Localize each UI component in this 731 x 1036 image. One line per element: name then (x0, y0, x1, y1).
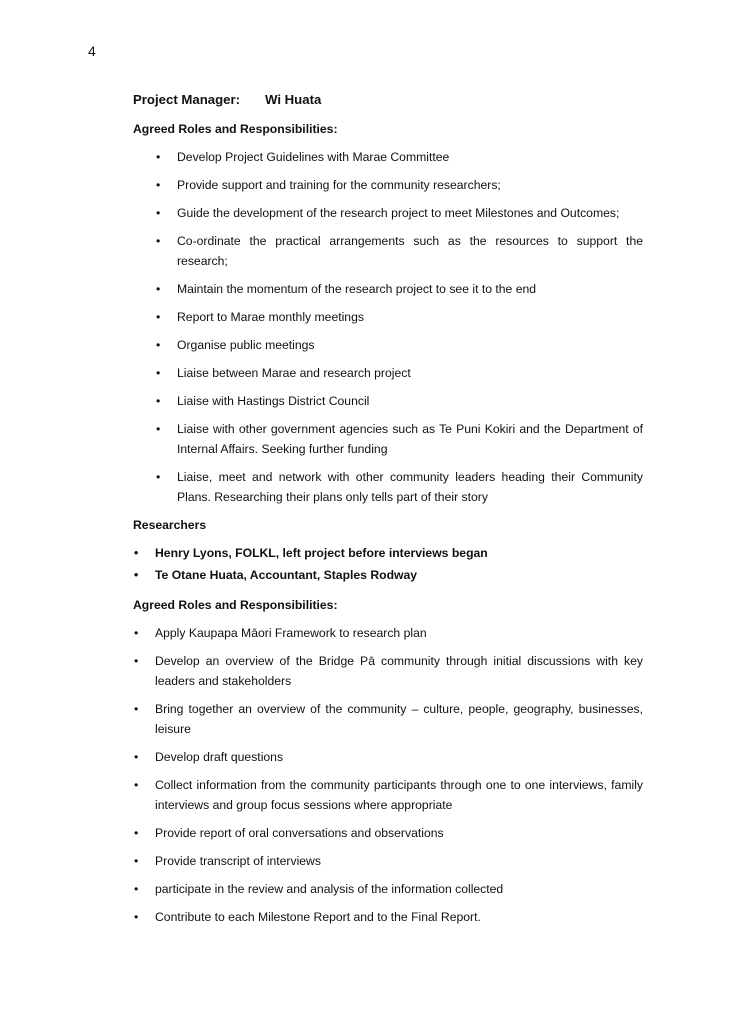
list-item: • Contribute to each Milestone Report and to the Final Report. (155, 907, 643, 927)
researchers-list (133, 543, 643, 585)
list-item: • Apply Kaupapa Māori Framework to research plan (155, 623, 643, 643)
list-item: • Develop an overview of the Bridge Pā community through initial discussions with key leaders and stakeholders (155, 651, 643, 691)
list-item: • Henry Lyons, FOLKL, left project before interviews began (155, 543, 643, 563)
list-item: • Provide report of oral conversations and observations (155, 823, 643, 843)
document-body (133, 90, 643, 935)
project-manager-label: Project Manager: (133, 92, 240, 107)
researcher-roles-list (133, 623, 643, 927)
list-item: • Bring together an overview of the community – culture, people, geography, businesses, leisure (155, 699, 643, 739)
list-item: • Provide support and training for the community researchers; (177, 175, 643, 195)
list-item: • Liaise with other government agencies such as Te Puni Kokiri and the Department of Internal Affairs. Seeking further funding (177, 419, 643, 459)
list-item: • Guide the development of the research project to meet Milestones and Outcomes; (177, 203, 643, 223)
list-item: • Liaise between Marae and research project (177, 363, 643, 383)
researchers-heading: Researchers (133, 518, 207, 532)
list-item: • Liaise with Hastings District Council (177, 391, 643, 411)
list-item: • Report to Marae monthly meetings (177, 307, 643, 327)
list-item: • Liaise, meet and network with other community leaders heading their Community Plans. Researching their plans only tells part of their story (177, 467, 643, 507)
project-manager-name: Wi Huata (265, 92, 322, 107)
list-item: • Collect information from the community participants through one to one interviews, family interviews and group focus sessions where appropriate (155, 775, 643, 815)
pm-roles-list (133, 147, 643, 507)
page-number: 4 (88, 43, 96, 59)
researcher-roles-heading: Agreed Roles and Responsibilities: (133, 598, 338, 612)
list-item: • Maintain the momentum of the research project to see it to the end (177, 279, 643, 299)
list-item: • Provide transcript of interviews (155, 851, 643, 871)
pm-roles-heading: Agreed Roles and Responsibilities: (133, 122, 338, 136)
list-item: • Co-ordinate the practical arrangements such as the resources to support the research; (177, 231, 643, 271)
list-item: • Develop Project Guidelines with Marae Committee (177, 147, 643, 167)
list-item: • participate in the review and analysis of the information collected (155, 879, 643, 899)
list-item: • Te Otane Huata, Accountant, Staples Rodway (155, 565, 643, 585)
project-manager-heading (133, 90, 643, 110)
list-item: • Organise public meetings (177, 335, 643, 355)
list-item: • Develop draft questions (155, 747, 643, 767)
